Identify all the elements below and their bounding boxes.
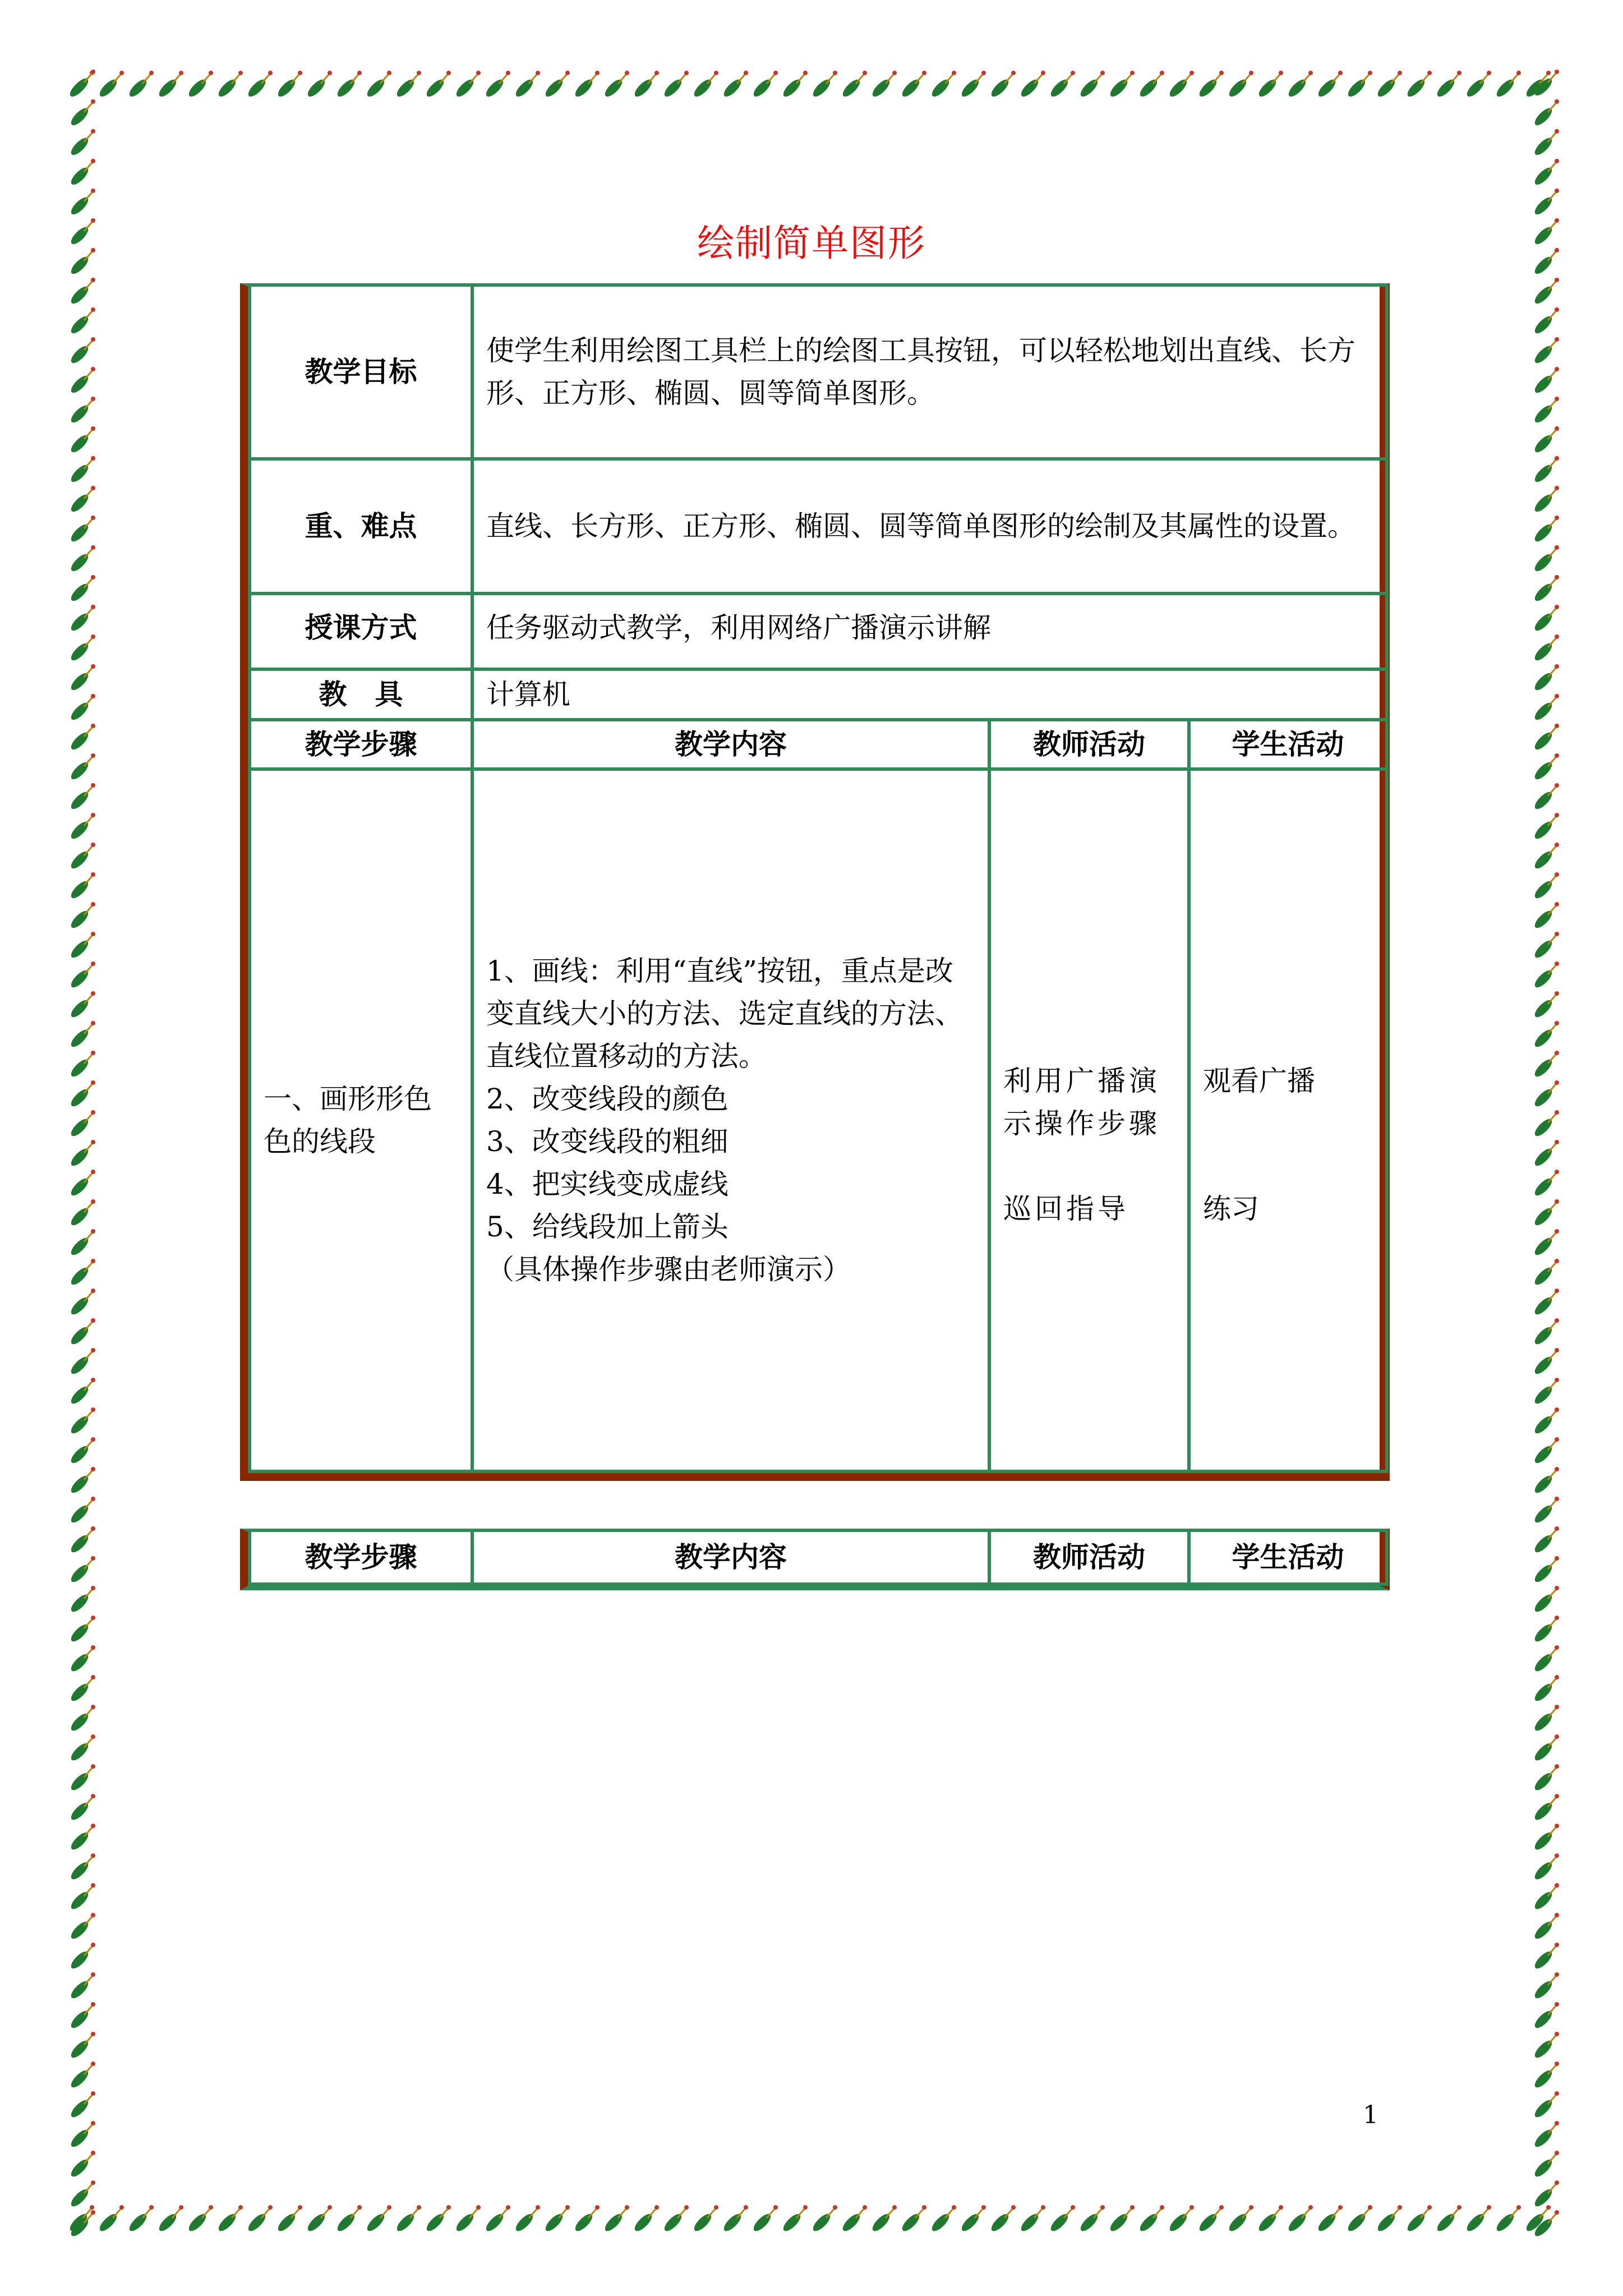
vine-leaf-icon bbox=[1494, 2205, 1521, 2234]
vine-leaf-icon bbox=[68, 1943, 95, 1971]
vine-leaf-icon bbox=[781, 2205, 808, 2234]
table-row bbox=[250, 669, 1387, 720]
vine-leaf-icon bbox=[662, 2205, 689, 2234]
vine-leaf-icon bbox=[721, 71, 748, 99]
vine-leaf-icon bbox=[1532, 902, 1559, 931]
vine-leaf-icon bbox=[216, 71, 243, 99]
vine-leaf-icon bbox=[68, 397, 95, 425]
vine-leaf-icon bbox=[68, 1110, 95, 1139]
vine-leaf-icon bbox=[68, 1824, 95, 1852]
content-line: 4、把实线变成虚线 bbox=[486, 1168, 728, 1200]
vine-leaf-icon bbox=[1532, 575, 1559, 604]
vine-leaf-icon bbox=[68, 2032, 95, 2060]
vine-leaf-icon bbox=[1532, 1734, 1559, 1763]
vine-leaf-icon bbox=[68, 1229, 95, 1258]
column-header-student: 学生活动 bbox=[1189, 1530, 1387, 1584]
vine-leaf-icon bbox=[810, 71, 837, 99]
column-header-row bbox=[250, 1530, 1387, 1584]
vine-leaf-icon bbox=[1532, 783, 1559, 812]
vine-leaf-icon bbox=[1532, 1229, 1559, 1258]
vine-leaf-icon bbox=[1532, 724, 1559, 752]
vine-leaf-icon bbox=[335, 2205, 362, 2234]
vine-leaf-icon bbox=[1078, 2205, 1105, 2234]
vine-leaf-icon bbox=[1532, 664, 1559, 693]
vine-leaf-icon bbox=[68, 1645, 95, 1674]
vine-leaf-icon bbox=[959, 2205, 986, 2234]
vine-leaf-icon bbox=[275, 71, 302, 99]
vine-leaf-icon bbox=[602, 2205, 629, 2234]
vine-leaf-icon bbox=[97, 71, 124, 99]
vine-leaf-icon bbox=[1197, 2205, 1224, 2234]
vine-leaf-icon bbox=[68, 1140, 95, 1168]
vine-leaf-icon bbox=[1137, 71, 1164, 99]
vine-leaf-icon bbox=[68, 99, 95, 128]
vine-leaf-icon bbox=[1532, 1199, 1559, 1228]
vine-leaf-icon bbox=[1532, 1586, 1559, 1614]
vine-leaf-icon bbox=[1532, 1467, 1559, 1496]
vine-leaf-icon bbox=[1532, 1437, 1559, 1466]
vine-leaf-icon bbox=[68, 426, 95, 455]
table-row bbox=[250, 593, 1387, 669]
vine-leaf-icon bbox=[68, 694, 95, 723]
vine-leaf-icon bbox=[68, 932, 95, 960]
vine-leaf-icon bbox=[68, 1616, 95, 1644]
vine-leaf-icon bbox=[1256, 71, 1283, 99]
vine-leaf-icon bbox=[1286, 71, 1313, 99]
vine-leaf-icon bbox=[1532, 1645, 1559, 1674]
vine-leaf-icon bbox=[751, 71, 778, 99]
vine-leaf-icon bbox=[1532, 486, 1559, 514]
vine-leaf-icon bbox=[1227, 71, 1253, 99]
vine-leaf-icon bbox=[781, 71, 808, 99]
vine-leaf-icon bbox=[1532, 2151, 1559, 2179]
vine-leaf-icon bbox=[68, 129, 95, 158]
vine-leaf-icon bbox=[1532, 1110, 1559, 1139]
vine-leaf-icon bbox=[1532, 872, 1559, 901]
vine-leaf-icon bbox=[454, 2205, 481, 2234]
vine-leaf-icon bbox=[1532, 1556, 1559, 1585]
vine-leaf-icon bbox=[1316, 71, 1343, 99]
vine-leaf-icon bbox=[97, 2205, 124, 2234]
vine-leaf-icon bbox=[1405, 71, 1432, 99]
vine-leaf-icon bbox=[1532, 1972, 1559, 2001]
vine-leaf-icon bbox=[1532, 1824, 1559, 1852]
vine-leaf-icon bbox=[1532, 1497, 1559, 1525]
decorative-border-right bbox=[1525, 65, 1565, 2238]
vine-leaf-icon bbox=[900, 2205, 926, 2234]
vine-leaf-icon bbox=[68, 783, 95, 812]
vine-leaf-icon bbox=[1532, 545, 1559, 574]
vine-leaf-icon bbox=[1137, 2205, 1164, 2234]
vine-leaf-icon bbox=[156, 2205, 183, 2234]
vine-leaf-icon bbox=[1532, 1318, 1559, 1347]
vine-leaf-icon bbox=[1345, 71, 1372, 99]
vine-leaf-icon bbox=[68, 634, 95, 663]
vine-leaf-icon bbox=[1532, 1021, 1559, 1050]
vine-leaf-icon bbox=[68, 1675, 95, 1704]
vine-leaf-icon bbox=[870, 71, 897, 99]
vine-leaf-icon bbox=[721, 2205, 748, 2234]
decorative-border-bottom bbox=[62, 2199, 1565, 2238]
vine-leaf-icon bbox=[1532, 99, 1559, 128]
vine-leaf-icon bbox=[305, 71, 332, 99]
vine-leaf-icon bbox=[246, 71, 273, 99]
vine-leaf-icon bbox=[68, 1259, 95, 1287]
vine-leaf-icon bbox=[1405, 2205, 1432, 2234]
vine-leaf-icon bbox=[1532, 1407, 1559, 1436]
vine-leaf-icon bbox=[246, 2205, 273, 2234]
step-cell: 一、画形形色色的线段 bbox=[250, 769, 472, 1471]
vine-leaf-icon bbox=[68, 2062, 95, 2090]
column-header-teacher: 教师活动 bbox=[989, 1530, 1189, 1584]
vine-leaf-icon bbox=[1532, 1705, 1559, 1733]
vine-leaf-icon bbox=[840, 71, 867, 99]
vine-leaf-icon bbox=[1532, 1289, 1559, 1317]
vine-leaf-icon bbox=[1532, 932, 1559, 960]
vine-leaf-icon bbox=[840, 2205, 867, 2234]
vine-leaf-icon bbox=[602, 71, 629, 99]
vine-leaf-icon bbox=[1532, 2121, 1559, 2150]
vine-leaf-icon bbox=[1532, 1140, 1559, 1168]
vine-leaf-icon bbox=[1316, 2205, 1343, 2234]
student-line: 练习 bbox=[1203, 1193, 1259, 1225]
vine-leaf-icon bbox=[691, 2205, 718, 2234]
vine-leaf-icon bbox=[1532, 2091, 1559, 2120]
vine-leaf-icon bbox=[68, 2002, 95, 2031]
vine-leaf-icon bbox=[68, 664, 95, 693]
content-cell bbox=[472, 769, 989, 1471]
vine-leaf-icon bbox=[68, 159, 95, 187]
vine-leaf-icon bbox=[68, 70, 95, 98]
student-activity-cell bbox=[1189, 769, 1387, 1471]
column-header-student: 学生活动 bbox=[1189, 720, 1387, 769]
vine-leaf-icon bbox=[68, 902, 95, 931]
vine-leaf-icon bbox=[216, 2205, 243, 2234]
vine-leaf-icon bbox=[1227, 2205, 1253, 2234]
vine-leaf-icon bbox=[365, 71, 391, 99]
decorative-border-top bbox=[62, 65, 1565, 104]
vine-leaf-icon bbox=[68, 1021, 95, 1050]
vine-leaf-icon bbox=[1532, 159, 1559, 187]
vine-leaf-icon bbox=[68, 545, 95, 574]
row-label-method: 授课方式 bbox=[250, 593, 472, 669]
vine-leaf-icon bbox=[1532, 337, 1559, 366]
vine-leaf-icon bbox=[68, 2180, 95, 2209]
vine-leaf-icon bbox=[68, 1318, 95, 1347]
vine-leaf-icon bbox=[424, 71, 451, 99]
column-header-step: 教学步骤 bbox=[250, 720, 472, 769]
vine-leaf-icon bbox=[1108, 71, 1135, 99]
vine-leaf-icon bbox=[1048, 2205, 1075, 2234]
vine-leaf-icon bbox=[68, 337, 95, 366]
vine-leaf-icon bbox=[127, 71, 154, 99]
vine-leaf-icon bbox=[68, 1437, 95, 1466]
vine-leaf-icon bbox=[1018, 71, 1045, 99]
vine-leaf-icon bbox=[573, 2205, 600, 2234]
vine-leaf-icon bbox=[68, 1586, 95, 1614]
vine-leaf-icon bbox=[68, 1734, 95, 1763]
column-header-row bbox=[250, 720, 1387, 769]
vine-leaf-icon bbox=[68, 575, 95, 604]
vine-leaf-icon bbox=[1532, 634, 1559, 663]
vine-leaf-icon bbox=[1532, 843, 1559, 871]
vine-leaf-icon bbox=[573, 71, 600, 99]
vine-leaf-icon bbox=[1532, 1764, 1559, 1793]
vine-leaf-icon bbox=[156, 71, 183, 99]
vine-leaf-icon bbox=[68, 1526, 95, 1555]
vine-leaf-icon bbox=[68, 1289, 95, 1317]
vine-leaf-icon bbox=[1532, 278, 1559, 306]
vine-leaf-icon bbox=[1532, 1259, 1559, 1287]
vine-leaf-icon bbox=[68, 991, 95, 1020]
vine-leaf-icon bbox=[1532, 307, 1559, 336]
vine-leaf-icon bbox=[1375, 2205, 1402, 2234]
vine-leaf-icon bbox=[1464, 71, 1491, 99]
vine-leaf-icon bbox=[989, 71, 1016, 99]
vine-leaf-icon bbox=[1532, 1348, 1559, 1377]
vine-leaf-icon bbox=[543, 2205, 570, 2234]
vine-leaf-icon bbox=[1167, 2205, 1194, 2234]
vine-leaf-icon bbox=[1532, 2180, 1559, 2209]
vine-leaf-icon bbox=[810, 2205, 837, 2234]
vine-leaf-icon bbox=[1532, 516, 1559, 544]
vine-leaf-icon bbox=[68, 1764, 95, 1793]
vine-leaf-icon bbox=[632, 71, 659, 99]
vine-leaf-icon bbox=[68, 278, 95, 306]
content-line: 2、改变线段的颜色 bbox=[486, 1083, 728, 1115]
vine-leaf-icon bbox=[68, 1853, 95, 1882]
teacher-line: 巡回指导 bbox=[1003, 1193, 1129, 1225]
content-line: （具体操作步骤由老师演示） bbox=[486, 1253, 851, 1286]
teacher-activity-cell bbox=[989, 769, 1189, 1471]
vine-leaf-icon bbox=[68, 456, 95, 485]
vine-leaf-icon bbox=[68, 961, 95, 990]
vine-leaf-icon bbox=[394, 2205, 421, 2234]
vine-leaf-icon bbox=[68, 2151, 95, 2179]
vine-leaf-icon bbox=[1532, 1051, 1559, 1079]
vine-leaf-icon bbox=[1532, 1913, 1559, 1941]
second-table bbox=[248, 1529, 1389, 1586]
vine-leaf-icon bbox=[68, 486, 95, 514]
vine-leaf-icon bbox=[929, 71, 956, 99]
vine-leaf-icon bbox=[1532, 694, 1559, 723]
column-header-content: 教学内容 bbox=[472, 720, 989, 769]
lesson-plan-table bbox=[248, 283, 1389, 1473]
vine-leaf-icon bbox=[68, 753, 95, 782]
teacher-line: 利用广播演示操作步骤 bbox=[1003, 1065, 1160, 1140]
vine-leaf-icon bbox=[1078, 71, 1105, 99]
vine-leaf-icon bbox=[483, 71, 510, 99]
row-content-method: 任务驱动式教学，利用网络广播演示讲解 bbox=[472, 593, 1387, 669]
vine-leaf-icon bbox=[1532, 70, 1559, 98]
vine-leaf-icon bbox=[1532, 2002, 1559, 2031]
column-header-step: 教学步骤 bbox=[250, 1530, 472, 1584]
vine-leaf-icon bbox=[68, 2121, 95, 2150]
vine-leaf-icon bbox=[127, 2205, 154, 2234]
row-label-tools: 教 具 bbox=[250, 669, 472, 720]
vine-leaf-icon bbox=[1532, 1883, 1559, 1912]
vine-leaf-icon bbox=[513, 71, 540, 99]
vine-leaf-icon bbox=[1532, 991, 1559, 1020]
vine-leaf-icon bbox=[68, 872, 95, 901]
vine-leaf-icon bbox=[1532, 2032, 1559, 2060]
vine-leaf-icon bbox=[1286, 2205, 1313, 2234]
vine-leaf-icon bbox=[989, 2205, 1016, 2234]
vine-leaf-icon bbox=[662, 71, 689, 99]
vine-leaf-icon bbox=[68, 1705, 95, 1733]
vine-leaf-icon bbox=[1464, 2205, 1491, 2234]
vine-leaf-icon bbox=[1345, 2205, 1372, 2234]
vine-leaf-icon bbox=[305, 2205, 332, 2234]
vine-leaf-icon bbox=[186, 2205, 213, 2234]
vine-leaf-icon bbox=[68, 1407, 95, 1436]
content-line: 3、改变线段的粗细 bbox=[486, 1125, 728, 1158]
vine-leaf-icon bbox=[1018, 2205, 1045, 2234]
vine-leaf-icon bbox=[68, 1378, 95, 1406]
vine-leaf-icon bbox=[68, 1497, 95, 1525]
row-content-objective: 使学生利用绘图工具栏上的绘图工具按钮，可以轻松地划出直线、长方形、正方形、椭圆、圆等简单图形。 bbox=[472, 285, 1387, 459]
row-label-key-points: 重、难点 bbox=[250, 459, 472, 593]
vine-leaf-icon bbox=[1532, 813, 1559, 841]
content-line: 5、给线段加上箭头 bbox=[486, 1211, 728, 1243]
vine-leaf-icon bbox=[1532, 1378, 1559, 1406]
vine-leaf-icon bbox=[68, 1913, 95, 1941]
vine-leaf-icon bbox=[68, 813, 95, 841]
vine-leaf-icon bbox=[68, 1080, 95, 1109]
decorative-border-left bbox=[62, 65, 101, 2238]
vine-leaf-icon bbox=[483, 2205, 510, 2234]
vine-leaf-icon bbox=[1532, 1080, 1559, 1109]
vine-leaf-icon bbox=[68, 1972, 95, 2001]
vine-leaf-icon bbox=[1435, 2205, 1461, 2234]
vine-leaf-icon bbox=[1532, 1794, 1559, 1823]
vine-leaf-icon bbox=[1532, 129, 1559, 158]
vine-leaf-icon bbox=[1048, 71, 1075, 99]
student-line: 观看广播 bbox=[1203, 1065, 1315, 1097]
vine-leaf-icon bbox=[424, 2205, 451, 2234]
row-label-objective: 教学目标 bbox=[250, 285, 472, 459]
vine-leaf-icon bbox=[1532, 1170, 1559, 1198]
vine-leaf-icon bbox=[1532, 2210, 1559, 2238]
vine-leaf-icon bbox=[68, 516, 95, 544]
table-row bbox=[250, 285, 1387, 459]
column-header-content: 教学内容 bbox=[472, 1530, 989, 1584]
vine-leaf-icon bbox=[1532, 961, 1559, 990]
vine-leaf-icon bbox=[186, 71, 213, 99]
vine-leaf-icon bbox=[68, 307, 95, 336]
vine-leaf-icon bbox=[1532, 605, 1559, 633]
column-header-teacher: 教师活动 bbox=[989, 720, 1189, 769]
vine-leaf-icon bbox=[275, 2205, 302, 2234]
vine-leaf-icon bbox=[1494, 71, 1521, 99]
vine-leaf-icon bbox=[751, 2205, 778, 2234]
vine-leaf-icon bbox=[1532, 456, 1559, 485]
vine-leaf-icon bbox=[335, 71, 362, 99]
vine-leaf-icon bbox=[365, 2205, 391, 2234]
vine-leaf-icon bbox=[68, 724, 95, 752]
vine-leaf-icon bbox=[1197, 71, 1224, 99]
row-content-tools: 计算机 bbox=[472, 669, 1387, 720]
vine-leaf-icon bbox=[929, 2205, 956, 2234]
vine-leaf-icon bbox=[900, 71, 926, 99]
vine-leaf-icon bbox=[68, 1883, 95, 1912]
vine-leaf-icon bbox=[1435, 71, 1461, 99]
vine-leaf-icon bbox=[513, 2205, 540, 2234]
vine-leaf-icon bbox=[68, 1794, 95, 1823]
vine-leaf-icon bbox=[68, 605, 95, 633]
vine-leaf-icon bbox=[68, 843, 95, 871]
row-content-key-points: 直线、长方形、正方形、椭圆、圆等简单图形的绘制及其属性的设置。 bbox=[472, 459, 1387, 593]
document-title: 绘制简单图形 bbox=[697, 222, 926, 265]
vine-leaf-icon bbox=[1532, 753, 1559, 782]
vine-leaf-icon bbox=[1256, 2205, 1283, 2234]
vine-leaf-icon bbox=[68, 1348, 95, 1377]
vine-leaf-icon bbox=[691, 71, 718, 99]
vine-leaf-icon bbox=[543, 71, 570, 99]
vine-leaf-icon bbox=[1532, 1526, 1559, 1555]
content-line: 1、画线：利用“直线”按钮，重点是改变直线大小的方法、选定直线的方法、直线位置移动的方法。 bbox=[486, 955, 963, 1073]
vine-leaf-icon bbox=[870, 2205, 897, 2234]
vine-leaf-icon bbox=[1167, 71, 1194, 99]
vine-leaf-icon bbox=[959, 71, 986, 99]
vine-leaf-icon bbox=[1532, 426, 1559, 455]
vine-leaf-icon bbox=[68, 1170, 95, 1198]
table-row bbox=[250, 769, 1387, 1471]
vine-leaf-icon bbox=[68, 1051, 95, 1079]
table-row bbox=[250, 459, 1387, 593]
vine-leaf-icon bbox=[68, 367, 95, 395]
vine-leaf-icon bbox=[68, 1467, 95, 1496]
vine-leaf-icon bbox=[1532, 1853, 1559, 1882]
vine-leaf-icon bbox=[1375, 71, 1402, 99]
vine-leaf-icon bbox=[68, 2091, 95, 2120]
vine-leaf-icon bbox=[1532, 367, 1559, 395]
vine-leaf-icon bbox=[68, 2210, 95, 2238]
vine-leaf-icon bbox=[632, 2205, 659, 2234]
vine-leaf-icon bbox=[68, 1199, 95, 1228]
vine-leaf-icon bbox=[1532, 397, 1559, 425]
vine-leaf-icon bbox=[1532, 2062, 1559, 2090]
page-number: 1 bbox=[1363, 2101, 1378, 2129]
vine-leaf-icon bbox=[454, 71, 481, 99]
vine-leaf-icon bbox=[68, 1556, 95, 1585]
vine-leaf-icon bbox=[1108, 2205, 1135, 2234]
vine-leaf-icon bbox=[1532, 1675, 1559, 1704]
vine-leaf-icon bbox=[1532, 1616, 1559, 1644]
vine-leaf-icon bbox=[1532, 1943, 1559, 1971]
vine-leaf-icon bbox=[394, 71, 421, 99]
